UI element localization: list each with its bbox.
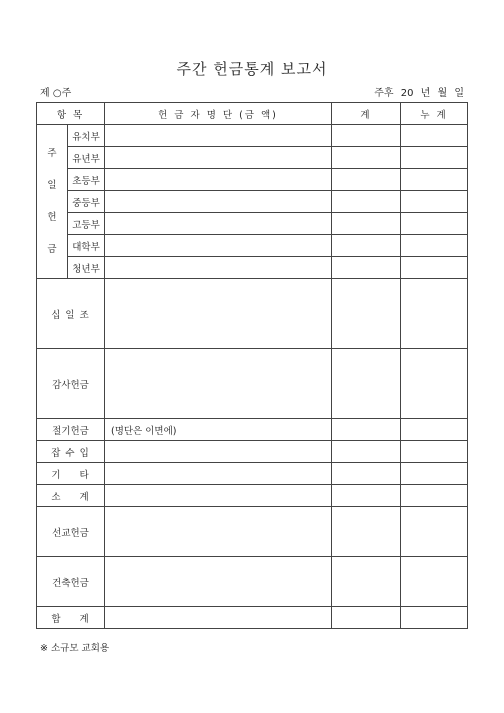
donor-cell[interactable]: [105, 169, 332, 191]
table-row: [37, 485, 468, 507]
donor-cell[interactable]: [105, 441, 332, 463]
table-row: [37, 213, 468, 235]
table-row: [37, 257, 468, 279]
cumulative-cell[interactable]: [401, 279, 468, 349]
table-row: [37, 419, 468, 441]
cumulative-cell[interactable]: [401, 441, 468, 463]
total-cell[interactable]: [332, 147, 401, 169]
total-cell[interactable]: [332, 485, 401, 507]
table-row: [37, 235, 468, 257]
total-cell[interactable]: [332, 507, 401, 557]
table-row: [37, 279, 468, 349]
row-label-misc-income: 잡 수 입: [37, 441, 105, 463]
donor-cell[interactable]: [105, 213, 332, 235]
row-label-mission: 선교헌금: [37, 507, 105, 557]
donor-cell[interactable]: [105, 507, 332, 557]
total-cell[interactable]: [332, 213, 401, 235]
dept-label: 고등부: [68, 213, 105, 235]
dept-label: 청년부: [68, 257, 105, 279]
dept-label: 중등부: [68, 191, 105, 213]
total-cell[interactable]: [332, 349, 401, 419]
total-cell[interactable]: [332, 257, 401, 279]
cumulative-cell[interactable]: [401, 191, 468, 213]
cumulative-cell[interactable]: [401, 147, 468, 169]
row-label-building: 건축헌금: [37, 557, 105, 607]
cumulative-cell[interactable]: [401, 213, 468, 235]
total-cell[interactable]: [332, 419, 401, 441]
donor-cell[interactable]: [105, 257, 332, 279]
col-total-header: 계: [332, 103, 401, 125]
col-donor-list-header: 헌 금 자 명 단 (금 액): [105, 103, 332, 125]
donor-cell[interactable]: [105, 147, 332, 169]
cumulative-cell[interactable]: [401, 607, 468, 629]
donor-cell[interactable]: [105, 125, 332, 147]
table-header-row: [37, 103, 468, 125]
week-label: 제 ○주: [40, 88, 72, 99]
col-cumulative-header: 누 계: [401, 103, 468, 125]
total-cell[interactable]: [332, 557, 401, 607]
total-cell[interactable]: [332, 235, 401, 257]
dept-label: 유년부: [68, 147, 105, 169]
cumulative-cell[interactable]: [401, 463, 468, 485]
row-label-subtotal: 소 계: [37, 485, 105, 507]
dept-label: 초등부: [68, 169, 105, 191]
date-label: 주후 20 년 월 일: [374, 88, 464, 99]
row-label-other: 기 타: [37, 463, 105, 485]
donor-cell[interactable]: [105, 485, 332, 507]
total-cell[interactable]: [332, 441, 401, 463]
total-cell[interactable]: [332, 607, 401, 629]
cumulative-cell[interactable]: [401, 485, 468, 507]
cumulative-cell[interactable]: [401, 349, 468, 419]
cumulative-cell[interactable]: [401, 257, 468, 279]
page-title: 주간 헌금통계 보고서: [176, 60, 328, 78]
table-row: [37, 463, 468, 485]
dept-label: 유치부: [68, 125, 105, 147]
total-cell[interactable]: [332, 279, 401, 349]
row-label-thanksgiving: 감사헌금: [37, 349, 105, 419]
table-row: [37, 125, 468, 147]
table-row: [37, 169, 468, 191]
donor-cell[interactable]: [105, 607, 332, 629]
dept-label: 대학부: [68, 235, 105, 257]
donor-cell[interactable]: [105, 557, 332, 607]
table-row: [37, 441, 468, 463]
cumulative-cell[interactable]: [401, 557, 468, 607]
donor-cell[interactable]: [105, 279, 332, 349]
footnote: ※ 소규모 교회용: [40, 643, 110, 654]
sunday-offering-label: 주 일 헌 금: [37, 125, 68, 279]
donor-cell[interactable]: [105, 463, 332, 485]
donor-cell[interactable]: [105, 349, 332, 419]
table-row: [37, 507, 468, 557]
donor-cell[interactable]: [105, 235, 332, 257]
cumulative-cell[interactable]: [401, 125, 468, 147]
row-label-tithe: 십 일 조: [37, 279, 105, 349]
total-cell[interactable]: [332, 463, 401, 485]
table-row: [37, 607, 468, 629]
seasonal-note: (명단은 이면에): [105, 419, 332, 441]
cumulative-cell[interactable]: [401, 419, 468, 441]
table-row: [37, 191, 468, 213]
total-cell[interactable]: [332, 191, 401, 213]
offering-table: [36, 102, 468, 629]
table-row: [37, 147, 468, 169]
total-cell[interactable]: [332, 169, 401, 191]
donor-cell[interactable]: [105, 191, 332, 213]
table-row: [37, 557, 468, 607]
cumulative-cell[interactable]: [401, 169, 468, 191]
cumulative-cell[interactable]: [401, 235, 468, 257]
table-row: [37, 349, 468, 419]
row-label-grand-total: 합 계: [37, 607, 105, 629]
cumulative-cell[interactable]: [401, 507, 468, 557]
row-label-seasonal: 절기헌금: [37, 419, 105, 441]
total-cell[interactable]: [332, 125, 401, 147]
col-item-header: 항 목: [37, 103, 105, 125]
